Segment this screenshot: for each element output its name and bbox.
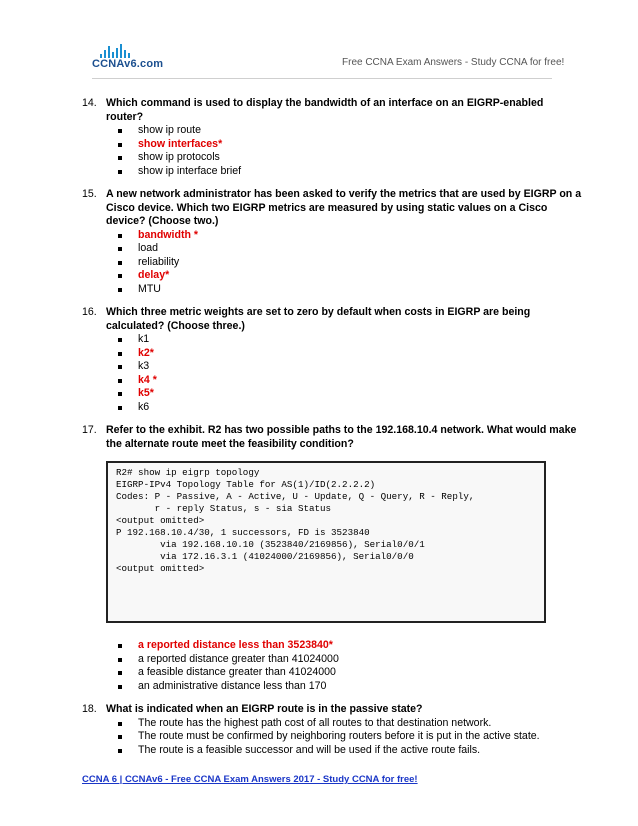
exhibit-cli-output <box>106 461 546 623</box>
question-number: 17. <box>82 424 97 436</box>
question-number: 14. <box>82 97 97 109</box>
option-item: show ip protocols <box>118 151 582 165</box>
exhibit-line: EIGRP-IPv4 Topology Table for AS(1)/ID(2.2.2.2) <box>116 479 376 490</box>
option-item: load <box>118 242 582 256</box>
option-list <box>118 639 582 693</box>
option-item: MTU <box>118 283 582 297</box>
question-number: 15. <box>82 188 97 200</box>
question-18 <box>82 703 582 757</box>
question-15 <box>82 188 582 296</box>
option-item-correct: bandwidth * <box>118 229 582 243</box>
exhibit-line: via 172.16.3.1 (41024000/2169856), Serial0/0/0 <box>116 551 414 562</box>
exhibit-line: r - reply Status, s - sia Status <box>116 503 332 514</box>
option-item: k1 <box>118 333 582 347</box>
question-list <box>82 97 582 767</box>
question-14 <box>82 97 582 178</box>
option-item: show ip route <box>118 124 582 138</box>
question-number: 16. <box>82 306 97 318</box>
exhibit-line: <output omitted> <box>116 515 205 526</box>
option-item: an administrative distance less than 170 <box>118 680 582 694</box>
option-item-correct: a reported distance less than 3523840* <box>118 639 582 653</box>
question-text: A new network administrator has been asked to verify the metrics that are used by EIGRP on a Cisco device. Which two EIGRP metrics are measured by using static values on a Cisco device? (Choose two.) <box>106 188 582 227</box>
question-text: Which three metric weights are set to zero by default when costs in EIGRP are being calculated? (Choose three.) <box>106 306 531 332</box>
exhibit-line: R2# show ip eigrp topology <box>116 467 260 478</box>
question-text: Refer to the exhibit. R2 has two possible paths to the 192.168.10.4 network. What would make the alternate route meet the feasibility condition? <box>106 424 577 450</box>
header-tagline: Free CCNA Exam Answers - Study CCNA for free! <box>342 57 565 68</box>
option-item: reliability <box>118 256 582 270</box>
signal-bars-icon <box>100 44 130 58</box>
option-item-correct: k2* <box>118 347 582 361</box>
option-list <box>118 717 582 758</box>
option-item: a feasible distance greater than 41024000 <box>118 666 582 680</box>
page-header <box>0 0 638 90</box>
option-list <box>118 229 582 297</box>
exhibit-line: P 192.168.10.4/30, 1 successors, FD is 3523840 <box>116 527 370 538</box>
header-divider <box>92 78 552 79</box>
option-item-correct: show interfaces* <box>118 138 582 152</box>
option-item: The route has the highest path cost of all routes to that destination network. <box>118 717 582 731</box>
option-list <box>118 333 582 414</box>
logo-text: CCNAv6.com <box>92 58 164 70</box>
question-16 <box>82 306 582 414</box>
option-item: The route is a feasible successor and will be used if the active route fails. <box>118 744 582 758</box>
question-number: 18. <box>82 703 97 715</box>
option-item-correct: delay* <box>118 269 582 283</box>
option-list <box>118 124 582 178</box>
option-item: k6 <box>118 401 582 415</box>
option-item-correct: k4 * <box>118 374 582 388</box>
question-17 <box>82 424 582 693</box>
exhibit-line: <output omitted> <box>116 563 205 574</box>
site-logo[interactable] <box>92 44 172 74</box>
option-item: show ip interface brief <box>118 165 582 179</box>
option-item: The route must be confirmed by neighboring routers before it is put in the active state. <box>118 730 582 744</box>
question-text: What is indicated when an EIGRP route is in the passive state? <box>106 703 423 715</box>
exhibit-line: via 192.168.10.10 (3523840/2169856), Serial0/0/1 <box>116 539 425 550</box>
exhibit-line: Codes: P - Passive, A - Active, U - Update, Q - Query, R - Reply, <box>116 491 475 502</box>
question-text: Which command is used to display the bandwidth of an interface on an EIGRP-enabled router? <box>106 97 544 123</box>
footer-link[interactable]: CCNA 6 | CCNAv6 - Free CCNA Exam Answers 2017 - Study CCNA for free! <box>82 774 418 785</box>
option-item: k3 <box>118 360 582 374</box>
option-item-correct: k5* <box>118 387 582 401</box>
option-item: a reported distance greater than 41024000 <box>118 653 582 667</box>
